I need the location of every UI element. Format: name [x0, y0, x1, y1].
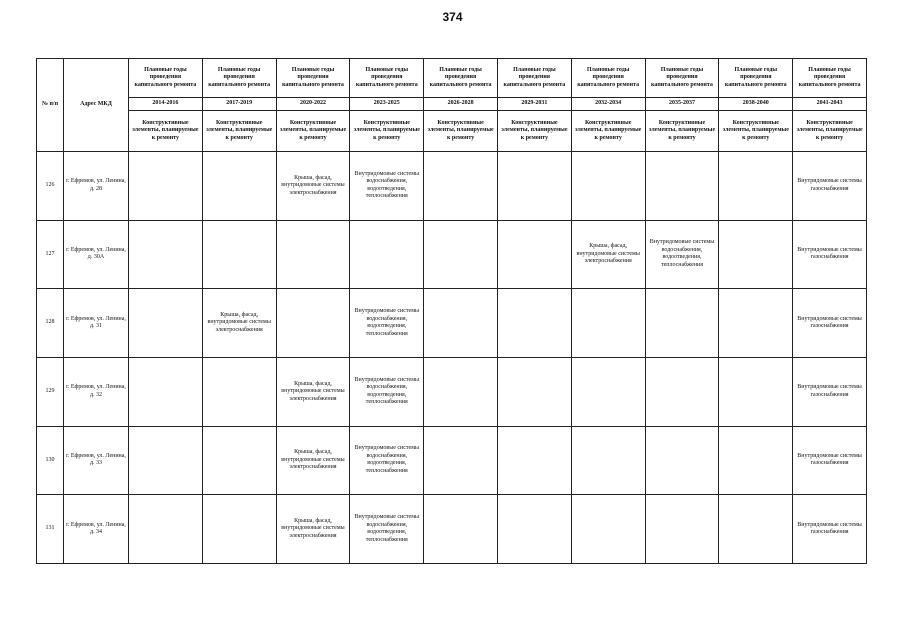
header-period-title: Плановые годы проведения капитального ремонта	[719, 59, 793, 98]
row-address: г. Ефремов, ул. Ленина, д. 28	[64, 152, 129, 221]
repair-elements-cell	[129, 220, 203, 289]
row-number: 131	[37, 495, 64, 564]
repair-elements-cell: Крыша, фасад, внутридомовые системы электроснабжения	[276, 152, 350, 221]
header-elements: Конструктивные элементы, планируемые к ремонту	[129, 111, 203, 152]
repair-elements-cell	[719, 426, 793, 495]
repair-elements-cell: Внутридомовые системы газоснабжения	[793, 289, 867, 358]
row-address: г. Ефремов, ул. Ленина, д. 31	[64, 289, 129, 358]
table-row	[37, 426, 867, 495]
header-number: № п/п	[37, 59, 64, 152]
header-period-title: Плановые годы проведения капитального ремонта	[793, 59, 867, 98]
table-header	[37, 59, 867, 152]
row-number: 127	[37, 220, 64, 289]
repair-elements-cell	[424, 495, 498, 564]
repair-elements-cell	[571, 357, 645, 426]
repair-elements-cell	[424, 357, 498, 426]
header-years: 2029-2031	[497, 98, 571, 111]
page-number: 374	[442, 10, 463, 24]
repair-elements-cell	[202, 152, 276, 221]
repair-elements-cell	[129, 289, 203, 358]
repair-elements-cell: Крыша, фасад, внутридомовые системы электроснабжения	[202, 289, 276, 358]
repair-elements-cell: Крыша, фасад, внутридомовые системы электроснабжения	[276, 426, 350, 495]
row-number: 126	[37, 152, 64, 221]
repair-elements-cell: Внутридомовые системы газоснабжения	[793, 220, 867, 289]
header-elements: Конструктивные элементы, планируемые к ремонту	[202, 111, 276, 152]
row-address: г. Ефремов, ул. Ленина, д. 34	[64, 495, 129, 564]
row-address: г. Ефремов, ул. Ленина, д. 30А	[64, 220, 129, 289]
header-address: Адрес МКД	[64, 59, 129, 152]
repair-elements-cell	[350, 220, 424, 289]
header-years: 2041-2043	[793, 98, 867, 111]
repair-elements-cell: Крыша, фасад, внутридомовые системы электроснабжения	[571, 220, 645, 289]
repair-elements-cell	[276, 220, 350, 289]
table-row	[37, 220, 867, 289]
row-number: 129	[37, 357, 64, 426]
header-period-title: Плановые годы проведения капитального ремонта	[424, 59, 498, 98]
repair-elements-cell: Внутридомовые системы водоснабжения, водоотведения, теплоснабжения	[350, 152, 424, 221]
repair-elements-cell	[424, 289, 498, 358]
repair-elements-cell	[497, 289, 571, 358]
repair-elements-cell: Крыша, фасад, внутридомовые системы электроснабжения	[276, 357, 350, 426]
repair-elements-cell	[497, 152, 571, 221]
repair-elements-cell	[497, 495, 571, 564]
header-period-title: Плановые годы проведения капитального ремонта	[571, 59, 645, 98]
header-years: 2035-2037	[645, 98, 719, 111]
header-period-title: Плановые годы проведения капитального ремонта	[350, 59, 424, 98]
repair-elements-cell	[497, 357, 571, 426]
repair-elements-cell	[424, 426, 498, 495]
repair-elements-cell	[645, 495, 719, 564]
header-years: 2038-2040	[719, 98, 793, 111]
header-years: 2023-2025	[350, 98, 424, 111]
header-period-title: Плановые годы проведения капитального ремонта	[202, 59, 276, 98]
repair-elements-cell	[129, 357, 203, 426]
repair-elements-cell	[202, 426, 276, 495]
repair-elements-cell	[645, 289, 719, 358]
header-years: 2017-2019	[202, 98, 276, 111]
repair-elements-cell	[276, 289, 350, 358]
header-elements: Конструктивные элементы, планируемые к ремонту	[424, 111, 498, 152]
repair-elements-cell	[424, 220, 498, 289]
repair-elements-cell	[202, 357, 276, 426]
header-period-title: Плановые годы проведения капитального ремонта	[497, 59, 571, 98]
table-row	[37, 495, 867, 564]
repair-elements-cell	[202, 495, 276, 564]
repair-elements-cell: Внутридомовые системы газоснабжения	[793, 495, 867, 564]
repair-elements-cell: Внутридомовые системы газоснабжения	[793, 357, 867, 426]
repair-elements-cell	[129, 426, 203, 495]
repair-elements-cell	[497, 220, 571, 289]
repair-elements-cell	[645, 357, 719, 426]
header-elements: Конструктивные элементы, планируемые к ремонту	[276, 111, 350, 152]
header-period-title: Плановые годы проведения капитального ремонта	[129, 59, 203, 98]
header-row-years	[37, 98, 867, 111]
header-years: 2014-2016	[129, 98, 203, 111]
header-elements: Конструктивные элементы, планируемые к ремонту	[719, 111, 793, 152]
repair-elements-cell	[424, 152, 498, 221]
repair-elements-cell	[719, 220, 793, 289]
row-address: г. Ефремов, ул. Ленина, д. 33	[64, 426, 129, 495]
repair-elements-cell: Крыша, фасад, внутридомовые системы электроснабжения	[276, 495, 350, 564]
repair-elements-cell	[719, 289, 793, 358]
header-period-title: Плановые годы проведения капитального ремонта	[645, 59, 719, 98]
repair-elements-cell: Внутридомовые системы водоснабжения, водоотведения, теплоснабжения	[350, 495, 424, 564]
header-years: 2032-2034	[571, 98, 645, 111]
header-elements: Конструктивные элементы, планируемые к ремонту	[793, 111, 867, 152]
repair-elements-cell: Внутридомовые системы водоснабжения, водоотведения, теплоснабжения	[645, 220, 719, 289]
repair-elements-cell	[645, 426, 719, 495]
repair-elements-cell	[202, 220, 276, 289]
header-years: 2020-2022	[276, 98, 350, 111]
repair-elements-cell: Внутридомовые системы водоснабжения, водоотведения, теплоснабжения	[350, 289, 424, 358]
row-number: 130	[37, 426, 64, 495]
repair-elements-cell	[571, 289, 645, 358]
header-period-title: Плановые годы проведения капитального ремонта	[276, 59, 350, 98]
header-elements: Конструктивные элементы, планируемые к ремонту	[497, 111, 571, 152]
header-years: 2026-2028	[424, 98, 498, 111]
table-row	[37, 152, 867, 221]
header-row-periods	[37, 59, 867, 98]
header-row-elements	[37, 111, 867, 152]
repair-elements-cell	[571, 152, 645, 221]
row-address: г. Ефремов, ул. Ленина, д. 32	[64, 357, 129, 426]
table-row	[37, 357, 867, 426]
header-elements: Конструктивные элементы, планируемые к ремонту	[645, 111, 719, 152]
repair-elements-cell: Внутридомовые системы водоснабжения, водоотведения, теплоснабжения	[350, 357, 424, 426]
repair-elements-cell	[719, 152, 793, 221]
row-number: 128	[37, 289, 64, 358]
repair-elements-cell	[719, 357, 793, 426]
header-elements: Конструктивные элементы, планируемые к ремонту	[571, 111, 645, 152]
table-body	[37, 152, 867, 564]
repair-elements-cell: Внутридомовые системы газоснабжения	[793, 426, 867, 495]
table-row	[37, 289, 867, 358]
repair-elements-cell	[571, 495, 645, 564]
repair-elements-cell: Внутридомовые системы газоснабжения	[793, 152, 867, 221]
header-elements: Конструктивные элементы, планируемые к ремонту	[350, 111, 424, 152]
repair-elements-cell	[571, 426, 645, 495]
repair-elements-cell	[645, 152, 719, 221]
repair-elements-cell	[719, 495, 793, 564]
repair-elements-cell	[129, 495, 203, 564]
repair-elements-cell: Внутридомовые системы водоснабжения, водоотведения, теплоснабжения	[350, 426, 424, 495]
repair-elements-cell	[497, 426, 571, 495]
repair-elements-cell	[129, 152, 203, 221]
capital-repair-plan-table	[36, 58, 867, 564]
